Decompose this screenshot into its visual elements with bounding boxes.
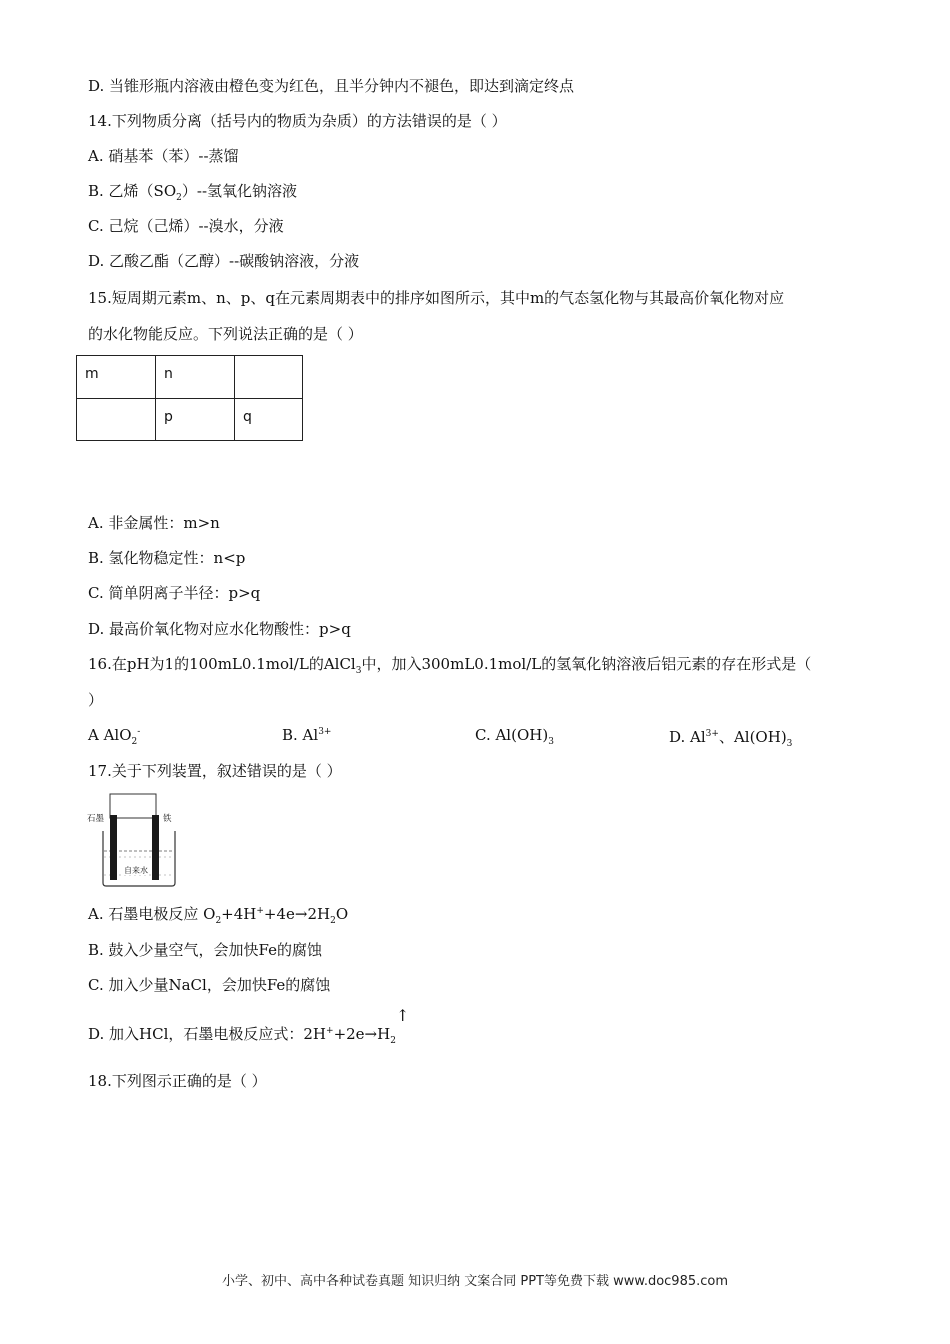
electrochemical-cell-figure [86,793,184,889]
q15-option-d: D. 最高价氧化物对应水化物酸性：p>q [88,620,351,638]
q16-option-a-text: A AlO [88,726,132,744]
q16-option-c [475,726,554,747]
q16-option-c-text: C. Al(OH) [475,726,549,744]
periodic-table-fragment [76,355,303,441]
q17-option-a-pre: A. 石墨电极反应 O [88,905,216,923]
q18-stem: 18.下列图示正确的是（ ） [88,1072,267,1090]
q14-option-b-sub: 2 [176,193,182,203]
table-cell-p: p [156,399,235,441]
q16-option-d-sub: 3 [786,739,793,749]
q16-option-d-sup: 3+ [705,729,719,739]
q17-option-d-mid: +2e→H [333,1025,391,1043]
graphite-label: 石墨 [87,814,105,824]
q17-option-a-post: O [335,905,349,923]
q14-option-b-post: ）--氢氧化钠溶液 [181,182,298,200]
table-row [77,399,303,441]
q17-option-d-sub: 2 [390,1036,396,1046]
q16-option-b-text: B. Al [282,726,319,744]
iron-electrode [152,815,159,880]
q14-stem: 14.下列物质分离（括号内的物质为杂质）的方法错误的是（ ） [88,112,507,130]
iron-label: 铁 [163,814,172,824]
q16-option-d [669,726,792,747]
q17-option-a-sub1: 2 [215,916,222,926]
q15-stem-line1: 15.短周期元素m、n、p、q在元素周期表中的排序如图所示，其中m的气态氢化物与其最高价氧化物对应 [88,289,785,307]
q15-option-c: C. 简单阴离子半径：p>q [88,584,261,602]
q17-option-d-sup: + [326,1026,334,1036]
q13-option-d: D. 当锥形瓶内溶液由橙色变为红色，且半分钟内不褪色，即达到滴定终点 [88,77,575,95]
graphite-electrode [110,815,117,880]
q16-option-a [88,726,141,747]
q14-option-d: D. 乙酸乙酯（乙醇）--碳酸钠溶液，分液 [88,252,360,270]
q16-option-a-sub: 2 [131,737,138,747]
q16-options [88,726,868,749]
q14-option-a: A. 硝基苯（苯）--蒸馏 [88,147,239,165]
tap-water-label: 自来水 [124,866,148,875]
q17-option-a-sub2: 2 [330,916,336,926]
q17-option-c: C. 加入少量NaCl，会加快Fe的腐蚀 [88,976,331,994]
gas-arrow-icon: ↑ [395,1006,410,1025]
page-footer: 小学、初中、高中各种试卷真题 知识归纳 文案合同 PPT等免费下载 www.doc985.com [221,1274,729,1289]
q16-stem-line2: ） [88,691,104,709]
q16-option-c-sub: 3 [548,737,554,747]
q16-option-b-sup: 3+ [318,727,332,737]
q14-option-b-pre: B. 乙烯（SO [88,182,177,200]
q15-option-b: B. 氢化物稳定性：n<p [88,549,246,567]
q17-option-b: B. 鼓入少量空气，会加快Fe的腐蚀 [88,941,323,959]
q17-option-d [88,1006,410,1046]
table-cell-empty [77,399,156,441]
table-cell-m: m [77,356,156,399]
q16-option-a-sup: - [137,727,141,737]
q14-option-c: C. 己烷（己烯）--溴水，分液 [88,217,284,235]
q17-option-a [88,904,348,924]
q17-option-a-sup: + [256,906,264,916]
q14-option-b [88,181,297,201]
q15-option-a: A. 非金属性：m>n [88,514,220,532]
q15-stem-line2: 的水化物能反应。下列说法正确的是（ ） [88,325,363,343]
q17-option-a-mid2: +4e→2H [263,905,331,923]
q16-option-b [282,726,331,744]
wire [110,794,156,818]
q16-option-d-text: D. Al [669,728,706,746]
table-row [77,356,303,399]
table-cell-n: n [156,356,235,399]
q17-stem: 17.关于下列装置，叙述错误的是（ ） [88,762,342,780]
table-cell-q: q [235,399,303,441]
q16-stem-post: 中，加入300mL0.1mol/L的氢氧化钠溶液后铝元素的存在形式是（ [361,655,812,673]
q16-stem-line1 [88,654,811,674]
q16-option-d-mid: 、Al(OH) [718,728,787,746]
table-cell-empty [235,356,303,399]
q16-stem-sub: 3 [355,666,362,676]
q17-option-d-pre: D. 加入HCl，石墨电极反应式：2H [88,1025,327,1043]
q17-option-a-mid1: +4H [221,905,257,923]
q16-stem-pre: 16.在pH为1的100mL0.1mol/L的AlCl [88,655,356,673]
